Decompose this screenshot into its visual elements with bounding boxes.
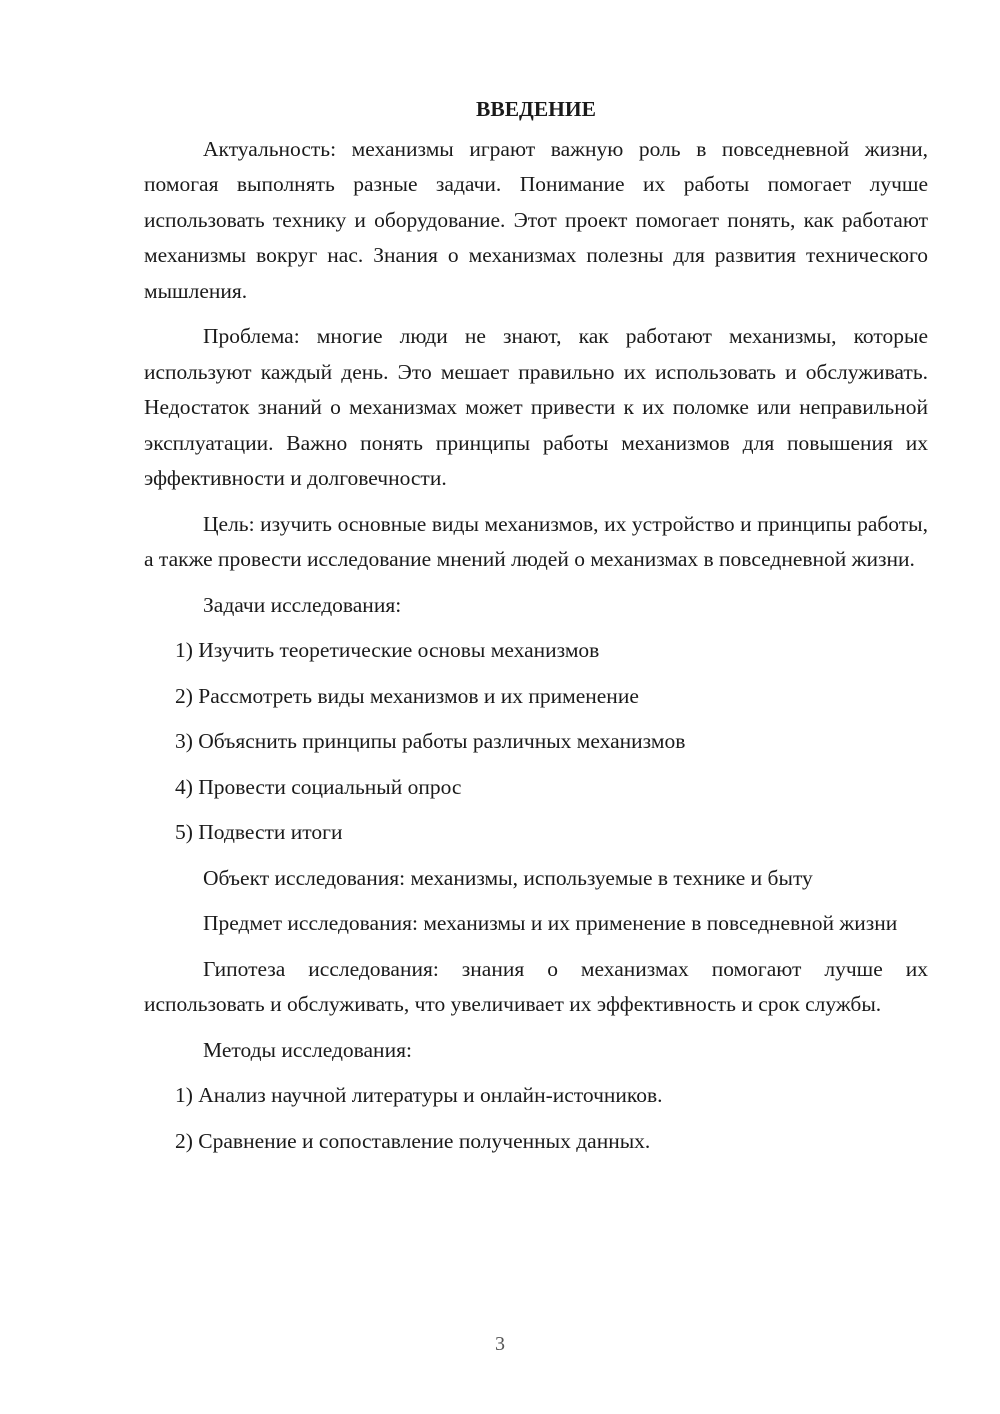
hypothesis-paragraph: Гипотеза исследования: знания о механизмах помогают лучше их использовать и обслуживать, что увеличивает их эффективность и срок службы. [144, 956, 928, 1016]
list-item: 5) Подвести итоги [175, 820, 343, 844]
tasks-list [144, 633, 928, 851]
list-item: 4) Провести социальный опрос [175, 774, 462, 799]
tasks-heading: Задачи исследования: [203, 592, 402, 617]
subject-paragraph: Предмет исследования: механизмы и их применение в повседневной жизни [203, 911, 898, 935]
methods-list [144, 1078, 928, 1159]
list-item: 3) Объяснить принципы работы различных механизмов [175, 729, 686, 753]
page-number: 3 [495, 1333, 505, 1355]
problem-paragraph: Проблема: многие люди не знают, как работают механизмы, которые используют каждый день. Это мешает правильно их использовать и обслуживать. Недостаток знаний о механизмах может привести к их поломке или неправильной эксплуатации. Важно понять принципы работы механизмов для повышения их эффективности и долговечности. [144, 324, 928, 490]
goal-paragraph: Цель: изучить основные виды механизмов, их устройство и принципы работы, а также провести исследование мнений людей о механизмах в повседневной жизни. [144, 511, 928, 571]
document-page [144, 92, 928, 1169]
object-paragraph: Объект исследования: механизмы, используемые в технике и быту [203, 865, 813, 890]
relevance-paragraph: Актуальность: механизмы играют важную роль в повседневной жизни, помогая выполнять разные задачи. Понимание их работы помогает лучше использовать технику и оборудование. Этот проект помогает понять, как работают механизмы вокруг нас. Знания о механизмах полезны для развития технического мышления. [144, 136, 928, 303]
list-item: 1) Анализ научной литературы и онлайн-источников. [175, 1083, 663, 1107]
list-item: 2) Рассмотреть виды механизмов и их применение [175, 683, 639, 708]
list-item: 1) Изучить теоретические основы механизмов [175, 638, 600, 662]
document-title: ВВЕДЕНИЕ [476, 97, 596, 121]
methods-heading: Методы исследования: [203, 1037, 412, 1062]
list-item: 2) Сравнение и сопоставление полученных данных. [175, 1128, 651, 1153]
